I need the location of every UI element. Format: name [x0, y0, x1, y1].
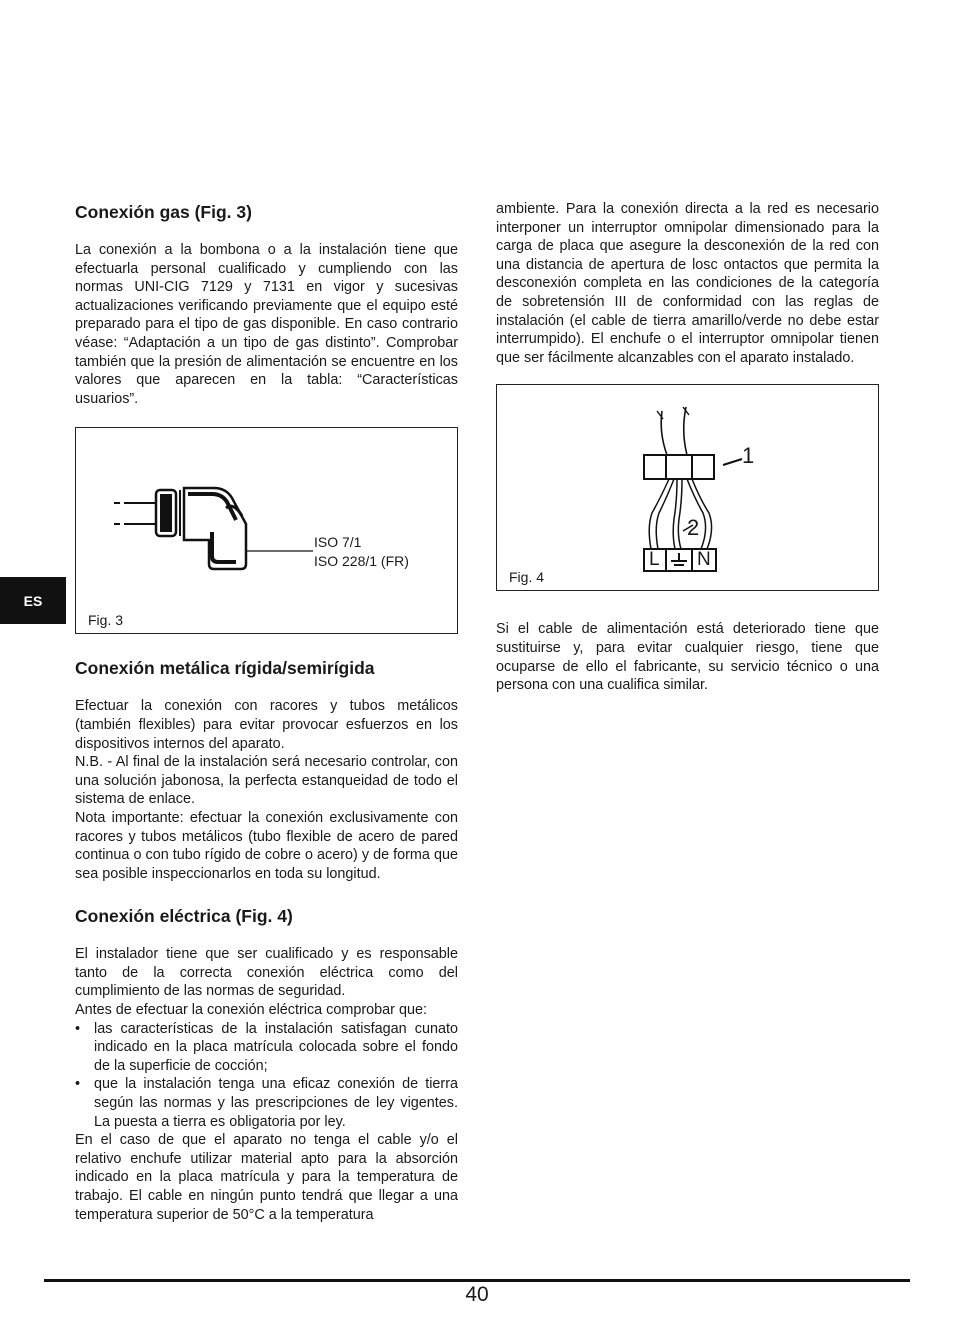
list-item — [75, 1075, 458, 1131]
callout-1: 1 — [742, 443, 755, 469]
gas-body: La conexión a la bombona o a la instalación tiene que efectuarla personal cualificado y cumpliendo con las normas UNI-CIG 7129 y 7131 en vigor y sucesivas actualizaciones verificando previamente que el equipo esté preparado para el tipo de gas disponible. En caso contrario véase: “Adaptación a un tipo de gas distinto”. Comprobar también que la presión de alimentación se encuentre en los valores que aparecen en la tabla: “Características usuarios”. — [75, 242, 458, 407]
electric-para-2: Antes de efectuar la conexión eléctrica comprobar que: — [75, 1002, 427, 1019]
electric-checklist — [75, 1020, 458, 1132]
metal-para-3: Nota importante: efectuar la conexión exclusivamente con racores y tubos metálicos (tubo flexible de acero de pared continua o con tubo rígido de cobre o acero) y de forma que sea posible inspeccionarlos en toda su longitud. — [75, 809, 458, 882]
bullet-text: que la instalación tenga una eficaz conexión de tierra según las normas y las prescripciones de ley vigentes. La puesta a tierra es obligatoria por ley. — [94, 1076, 458, 1130]
metal-para-2: N.B. - Al final de la instalación será necesario controlar, con una solución jabonosa, la perfecta estanqueidad de todo el sistema de enlace. — [75, 754, 458, 808]
footer-rule — [44, 1279, 910, 1282]
fig3-caption: Fig. 3 — [88, 612, 124, 629]
gas-heading: Conexión gas (Fig. 3) — [75, 202, 252, 222]
iso-label-2: ISO 228/1 (FR) — [314, 553, 409, 570]
electric-continued: ambiente. Para la conexión directa a la red es necesario interponer un interruptor omnipolar dimensionado para la carga de placa que asegure la desconexión de la red con una distancia de apertura de losc ontactos que permita la desconexión completa en las condiciones de la categoría de sobretensión III de conformidad con las reglas de instalación (el cable de tierra amarillo/verde no debe estar interrumpido). El enchufe o el interruptor omnipolar tienen que ser fácilmente alcanzables con el aparato instalado. — [496, 201, 879, 366]
left-column — [75, 200, 458, 1224]
language-tab: ES — [0, 577, 66, 624]
bullet-mark: • — [75, 1020, 81, 1037]
gas-fitting-illustration — [76, 428, 457, 633]
wiring-diagram — [497, 385, 878, 590]
terminal-l: L — [649, 549, 660, 571]
fig3-box — [75, 427, 458, 634]
bullet-text: las características de la instalación satisfagan cunato indicado en la placa matrícula colocada sobre el fondo de la superficie de cocción; — [94, 1020, 458, 1074]
page-number: 40 — [465, 1283, 489, 1306]
right-column — [496, 200, 879, 695]
electric-para-3: En el caso de que el aparato no tenga el cable y/o el relativo enchufe utilizar material apto para la absorción indicado en la placa matrícula y para la temperatura de trabajo. El cable en ningún punto tendrá que llegar a una temperatura superior de 50°C a la temperatura — [75, 1132, 458, 1223]
fig4-box — [496, 384, 879, 591]
cable-note: Si el cable de alimentación está deteriorado tiene que sustituirse y, para evitar cualquier riesgo, tiene que ocuparse de ello el fabricante, su servicio técnico o una persona con una cualifica similar. — [496, 621, 879, 694]
callout-2: 2 — [687, 515, 700, 541]
terminal-n: N — [697, 549, 711, 571]
fig4-caption: Fig. 4 — [509, 569, 545, 586]
list-item — [75, 1020, 458, 1076]
iso-label-1: ISO 7/1 — [314, 534, 362, 551]
electric-para-1: El instalador tiene que ser cualificado y es responsable tanto de la correcta conexión eléctrica como del cumplimiento de las normas de seguridad. — [75, 946, 458, 1000]
bullet-mark: • — [75, 1076, 81, 1093]
electric-heading: Conexión eléctrica (Fig. 4) — [75, 906, 293, 927]
metal-para-1: Efectuar la conexión con racores y tubos metálicos (también flexibles) para evitar provocar esfuerzos en los dispositivos internos del aparato. — [75, 698, 458, 752]
metal-heading: Conexión metálica rígida/semirígida — [75, 658, 375, 679]
